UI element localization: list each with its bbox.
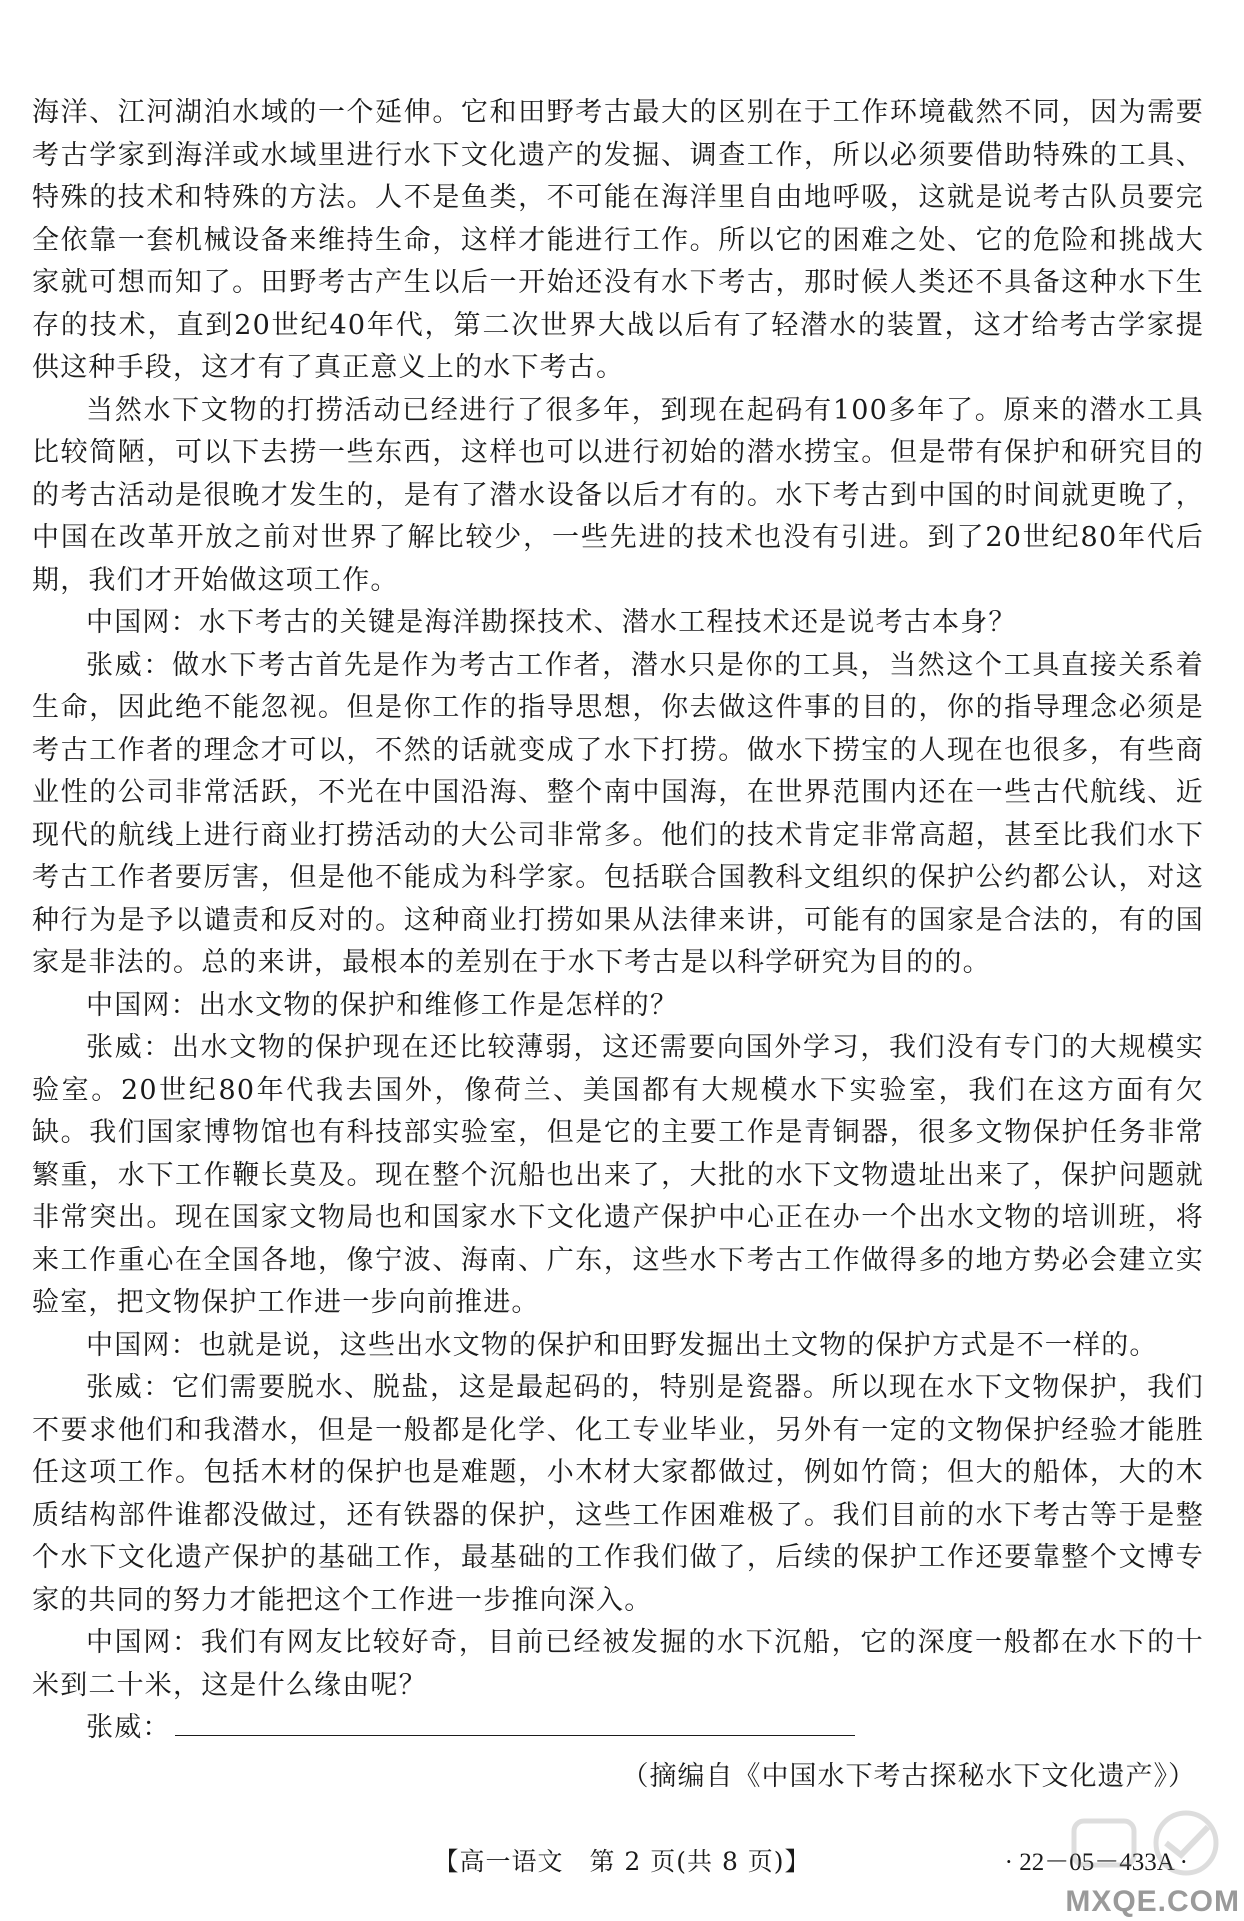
footer-code: · 22－05－433A · [1004,1849,1188,1876]
interview-question-3: 中国网：也就是说，这些出水文物的保护和田野发掘出土文物的保护方式是不一样的。 [86,1329,1158,1361]
answer-prompt: 张威： [86,1712,171,1743]
answer-underline[interactable] [175,1707,855,1736]
watermark-text: MXQE.COM [1065,1885,1240,1918]
interview-answer-1: 张威：做水下考古首先是作为考古工作者，潜水只是你的工具，当然这个工具直接关系着生命，因此绝不能忽视。但是你工作的指导思想，你去做这件事的目的，你的指导理念必须是考古工作者的理念才可以，不然的话就变成了水下打捞。做水下捞宝的人现在也很多，有些商业性的公司非常活跃，不光在中国沿海、整个南中国海，在世界范围内还在一些古代航线、近现代的航线上进行商业打捞活动的大公司非常多。他们的技术肯定非常高超，甚至比我们水下考古工作者要厉害，但是他不能成为科学家。包括联合国教科文组织的保护公约都公认，对这种行为是予以谴责和反对的。这种商业打捞如果从法律来讲，可能有的国家是合法的，有的国家是非法的。总的来讲，最根本的差别在于水下考古是以科学研究为目的的。 [32,649,1204,978]
interview-answer-2: 张威：出水文物的保护现在还比较薄弱，这还需要向国外学习，我们没有专门的大规模实验室。20世纪80年代我去国外，像荷兰、美国都有大规模水下实验室，我们在这方面有欠缺。我们国家博物馆也有科技部实验室，但是它的主要工作是青铜器，很多文物保护任务非常繁重，水下工作鞭长莫及。现在整个沉船也出来了，大批的水下文物遗址出来了，保护问题就非常突出。现在国家文物局也和国家水下文化遗产保护中心正在办一个出水文物的培训班，将来工作重心在全国各地，像宁波、海南、广东，这些水下考古工作做得多的地方势必会建立实验室，把文物保护工作进一步向前推进。 [32,1032,1204,1318]
paragraph-1: 海洋、江河湖泊水域的一个延伸。它和田野考古最大的区别在于工作环境截然不同，因为需要考古学家到海洋或水域里进行水下文化遗产的发掘、调查工作，所以必须要借助特殊的工具、特殊的技术和特殊的方法。人不是鱼类，不可能在海洋里自由地呼吸，这就是说考古队员要完全依靠一套机械设备来维持生命，这样才能进行工作。所以它的困难之处、它的危险和挑战大家就可想而知了。田野考古产生以后一开始还没有水下考古，那时候人类还不具备这种水下生存的技术，直到20世纪40年代，第二次世界大战以后有了轻潜水的装置，这才给考古学家提供这种手段，这才有了真正意义上的水下考古。 [32,97,1204,383]
paragraph-2: 当然水下文物的打捞活动已经进行了很多年，到现在起码有100多年了。原来的潜水工具比较简陋，可以下去捞一些东西，这样也可以进行初始的潜水捞宝。但是带有保护和研究目的的考古活动是很晚才发生的，是有了潜水设备以后才有的。水下考古到中国的时间就更晚了，中国在改革开放之前对世界了解比较少，一些先进的技术也没有引进。到了20世纪80年代后期，我们才开始做这项工作。 [32,394,1204,596]
document-body [32,92,1204,1798]
watermark-icon [1066,1803,1226,1883]
interview-question-2: 中国网：出水文物的保护和维修工作是怎样的？ [86,989,679,1021]
interview-answer-3: 张威：它们需要脱水、脱盐，这是最起码的，特别是瓷器。所以现在水下文物保护，我们不要求他们和我潜水，但是一般都是化学、化工专业毕业，另外有一定的文物保护经验才能胜任这项工作。包括木材的保护也是难题，小木材大家都做过，例如竹筒；但大的船体，大的木质结构部件谁都没做过，还有铁器的保护，这些工作困难极了。我们目前的水下考古等于是整个水下文化遗产保护的基础工作，最基础的工作我们做了，后续的保护工作还要靠整个文博专家的共同的努力才能把这个工作进一步推向深入。 [32,1372,1204,1616]
page-footer [0,1842,1244,1882]
interview-question-4: 中国网：我们有网友比较好奇，目前已经被发掘的水下沉船，它的深度一般都在水下的十米到二十米，这是什么缘由呢？ [32,1627,1204,1701]
footer-label: 【高一语文 第 2 页(共 8 页)】 [433,1847,811,1876]
interview-question-1: 中国网：水下考古的关键是海洋勘探技术、潜水工程技术还是说考古本身？ [86,607,1017,638]
answer-blank-line [32,1707,1204,1750]
source-citation: （摘编自《中国水下考古探秘水下文化遗产》） [621,1760,1196,1792]
